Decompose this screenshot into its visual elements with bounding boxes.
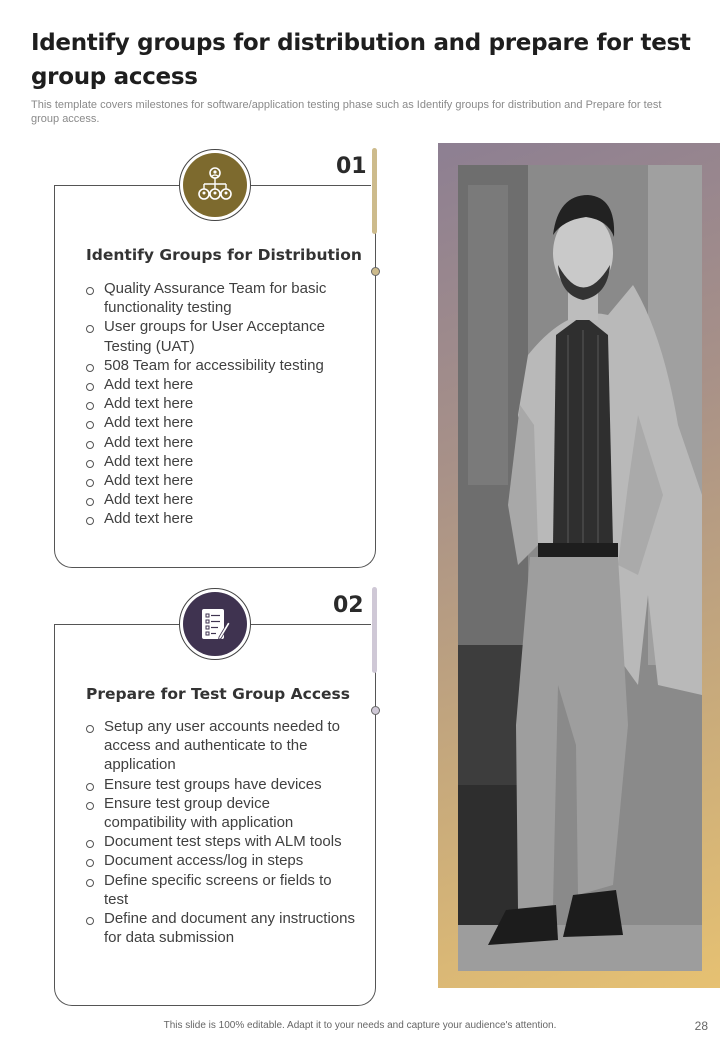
- list-item: Quality Assurance Team for basic functionality testing: [86, 279, 356, 317]
- section-2-number: 02: [333, 593, 364, 618]
- organization-chart-icon: [183, 153, 247, 217]
- list-item: Add text here: [86, 452, 356, 471]
- list-item: Document test steps with ALM tools: [86, 832, 356, 851]
- list-item: Add text here: [86, 509, 356, 528]
- list-item: User groups for User Acceptance Testing (UAT): [86, 317, 356, 355]
- section-2-badge: [179, 588, 251, 660]
- list-item: Add text here: [86, 490, 356, 509]
- list-item: Setup any user accounts needed to access and authenticate to the application: [86, 717, 356, 775]
- list-item: Add text here: [86, 471, 356, 490]
- section-2-bullet-list: [86, 717, 356, 947]
- page-subtitle: This template covers milestones for software/application testing phase such as Identify groups for distribution and Prepare for test group access.: [31, 99, 662, 125]
- list-item: Add text here: [86, 394, 356, 413]
- section-1-heading: Identify Groups for Distribution: [86, 246, 362, 264]
- list-item: Define and document any instructions for data submission: [86, 909, 356, 947]
- section-1-number: 01: [336, 154, 367, 179]
- list-item: 508 Team for accessibility testing: [86, 356, 356, 375]
- list-item: Ensure test groups have devices: [86, 775, 356, 794]
- section-1-connector: [375, 234, 376, 270]
- list-item: Add text here: [86, 433, 356, 452]
- list-item: Document access/log in steps: [86, 851, 356, 870]
- section-1-accent-bar: [372, 148, 377, 234]
- footer-note: This slide is 100% editable. Adapt it to your needs and capture your audience's attention.: [163, 1020, 557, 1031]
- section-2-connector: [375, 673, 376, 709]
- section-1-bullet-list: [86, 279, 356, 529]
- page-number: 28: [694, 1019, 708, 1033]
- list-item: Define specific screens or fields to test: [86, 871, 356, 909]
- list-item: Ensure test group device compatibility with application: [86, 794, 356, 832]
- list-item: Add text here: [86, 375, 356, 394]
- man-in-blazer-photo: [458, 165, 702, 971]
- section-2-accent-bar: [372, 587, 377, 673]
- page-title: Identify groups for distribution and prepare for test group access: [31, 30, 691, 90]
- list-item: Add text here: [86, 413, 356, 432]
- checklist-clipboard-icon: [183, 592, 247, 656]
- section-1-dot: [371, 267, 380, 276]
- section-2-heading: Prepare for Test Group Access: [86, 685, 350, 703]
- section-2-dot: [371, 706, 380, 715]
- section-1-badge: [179, 149, 251, 221]
